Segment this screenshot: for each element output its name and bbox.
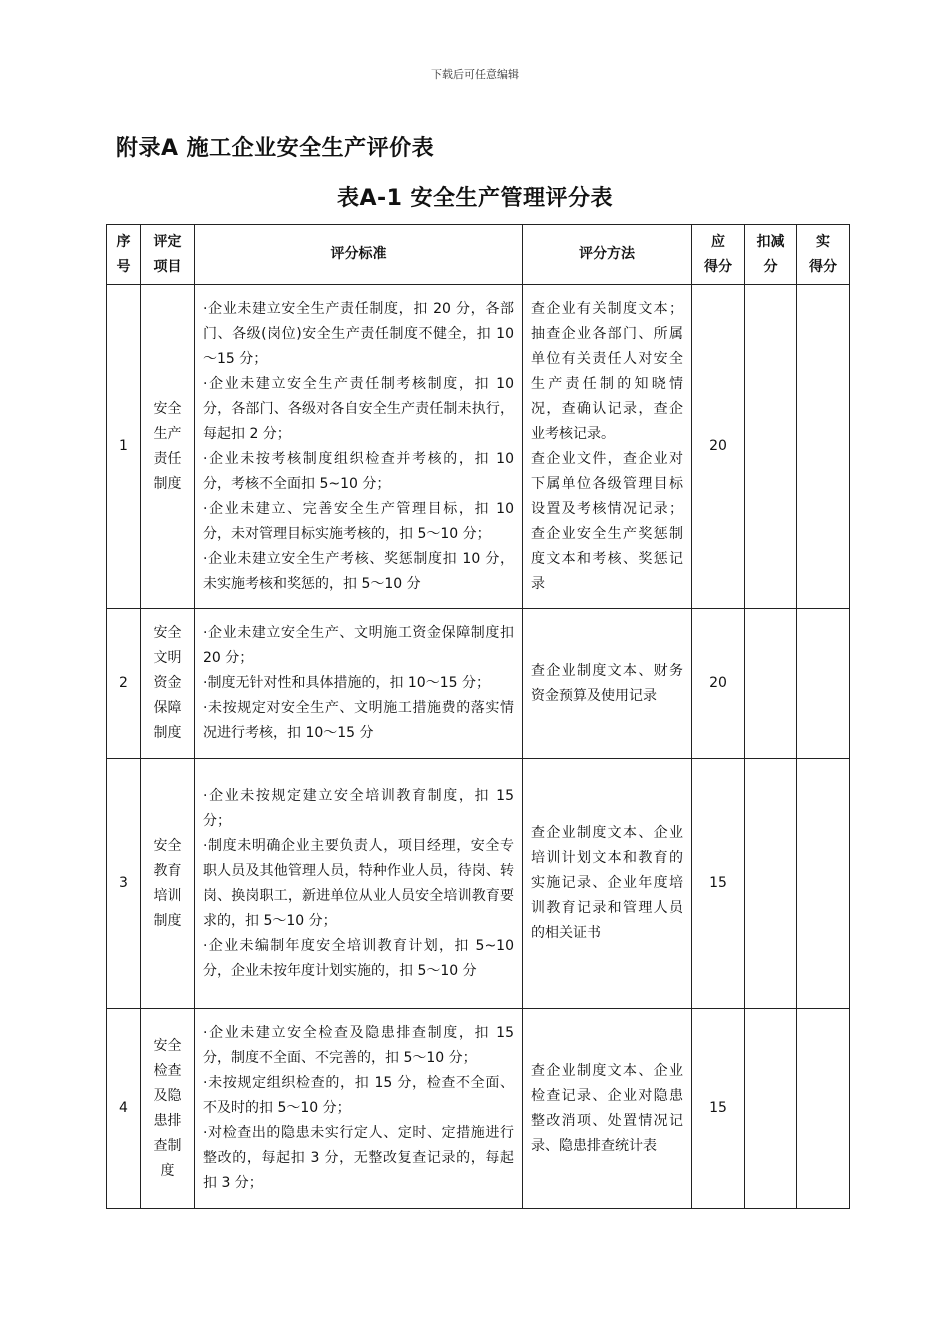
row-actual	[797, 1009, 850, 1209]
header-note: 下载后可任意编辑	[431, 68, 519, 81]
col-header-actual: 实 得分	[797, 225, 850, 285]
row-method: 查企业有关制度文本；抽查企业各部门、所属单位有关责任人对安全生产责任制的知晓情况，查确认记录，查企业考核记录。 查企业文件，查企业对下属单位各级管理目标设置及考核情况记录；查企业安全生产奖惩制度文本和考核、奖惩记录	[523, 285, 692, 609]
row-criteria: ·企业未建立安全生产责任制度，扣 20 分，各部门、各级(岗位)安全生产责任制度不健全，扣 10～15 分； ·企业未建立安全生产责任制考核制度，扣 10 分，各部门、各级对各自安全生产责任制未执行，每起扣 2 分； ·企业未按考核制度组织检查并考核的，扣 10 分，考核不全面扣 5~10 分； ·企业未建立、完善安全生产管理目标，扣 10 分，未对管理目标实施考核的，扣 5～10 分； ·企业未建立安全生产考核、奖惩制度扣 10 分，未实施考核和奖惩的，扣 5～10 分	[195, 285, 523, 609]
row-actual	[797, 759, 850, 1009]
row-method: 查企业制度文本、财务资金预算及使用记录	[523, 609, 692, 759]
row-item: 安全 检查 及隐 患排 查制 度	[141, 1009, 195, 1209]
row-deduct	[745, 759, 797, 1009]
col-header-seq: 序 号	[107, 225, 141, 285]
row-actual	[797, 285, 850, 609]
row-criteria: ·企业未按规定建立安全培训教育制度，扣 15 分； ·制度未明确企业主要负责人，项目经理，安全专职人员及其他管理人员，特种作业人员，待岗、转岗、换岗职工，新进单位从业人员安全培训教育要求的，扣 5～10 分； ·企业未编制年度安全培训教育计划，扣 5~10 分，企业未按年度计划实施的，扣 5～10 分	[195, 759, 523, 1009]
table-title: 表A-1 安全生产管理评分表	[336, 186, 614, 211]
row-method: 查企业制度文本、企业检查记录、企业对隐患整改消项、处置情况记录、隐患排查统计表	[523, 1009, 692, 1209]
col-header-should-score: 应 得分	[692, 225, 745, 285]
row-actual	[797, 609, 850, 759]
row-seq: 1	[107, 285, 141, 609]
row-seq: 2	[107, 609, 141, 759]
row-deduct	[745, 1009, 797, 1209]
scoring-table	[106, 224, 850, 1209]
header-row	[107, 225, 850, 285]
col-header-criteria: 评分标准	[195, 225, 523, 285]
row-seq: 4	[107, 1009, 141, 1209]
row-deduct	[745, 285, 797, 609]
row-should-score: 20	[692, 285, 745, 609]
row-criteria: ·企业未建立安全检查及隐患排查制度，扣 15 分，制度不全面、不完善的，扣 5～10 分； ·未按规定组织检查的，扣 15 分，检查不全面、不及时的扣 5～10 分； ·对检查出的隐患未实行定人、定时、定措施进行整改的，每起扣 3 分，无整改复查记录的，每起扣 3 分；	[195, 1009, 523, 1209]
row-should-score: 15	[692, 759, 745, 1009]
row-should-score: 20	[692, 609, 745, 759]
appendix-title: 附录A 施工企业安全生产评价表	[116, 136, 435, 161]
table-row	[107, 759, 850, 1009]
row-item: 安全 生产 责任 制度	[141, 285, 195, 609]
row-item: 安全 教育 培训 制度	[141, 759, 195, 1009]
col-header-deduct: 扣减 分	[745, 225, 797, 285]
row-criteria: ·企业未建立安全生产、文明施工资金保障制度扣 20 分； ·制度无针对性和具体措施的，扣 10～15 分； ·未按规定对安全生产、文明施工措施费的落实情况进行考核，扣 10～15 分	[195, 609, 523, 759]
table-row	[107, 609, 850, 759]
col-header-method: 评分方法	[523, 225, 692, 285]
col-header-item: 评定 项目	[141, 225, 195, 285]
table-row	[107, 285, 850, 609]
row-method: 查企业制度文本、企业培训计划文本和教育的实施记录、企业年度培训教育记录和管理人员的相关证书	[523, 759, 692, 1009]
row-should-score: 15	[692, 1009, 745, 1209]
row-item: 安全 文明 资金 保障 制度	[141, 609, 195, 759]
row-seq: 3	[107, 759, 141, 1009]
row-deduct	[745, 609, 797, 759]
table-row	[107, 1009, 850, 1209]
